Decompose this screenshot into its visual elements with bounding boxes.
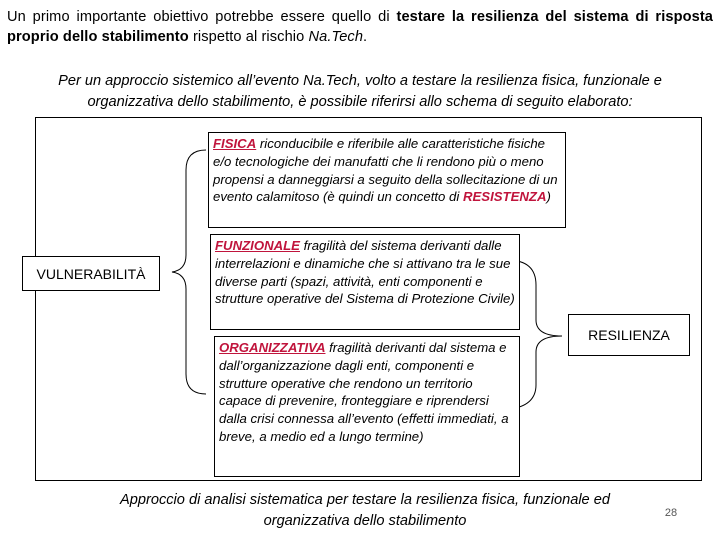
vulnerability-box: VULNERABILITÀ: [22, 256, 160, 291]
intro-text-end: .: [363, 29, 368, 45]
keyword-funzionale: FUNZIONALE: [215, 238, 300, 253]
intro-text-bold: testare la resilienza del sistema di risposta proprio dello stabilimento: [7, 9, 713, 45]
resilience-box: RESILIENZA: [568, 314, 690, 356]
keyword-organizzativa: ORGANIZZATIVA: [219, 340, 326, 355]
page-number: 28: [664, 507, 678, 519]
card-funzionale: [210, 234, 520, 330]
emphasis-resistenza: RESISTENZA: [462, 189, 547, 205]
text-funzionale: fragilità del sistema derivanti dalle interrelazioni e dinamiche che si attivano tra le sue diverse parti (spazi, attività, enti componenti e strutture operative del Sistema di Protezione Civile): [215, 238, 515, 307]
card-organizzativa: [214, 336, 520, 477]
intro-text-before: Un primo importante obiettivo potrebbe essere quello di: [7, 9, 397, 25]
intro-text-italic: Na.Tech: [308, 29, 364, 45]
lead-paragraph: Per un approccio sistemico all’evento Na.Tech, volto a testare la resilienza fisica, funzionale e organizzativa dello stabilimento, è possibile riferirsi allo schema di seguito elaborato:: [58, 73, 662, 110]
text-fisica: riconducibile e riferibile alle caratteristiche fisiche e/o tecnologiche dei manufatti che li rendono più o meno propensi a danneggiarsi a seguito della sollecitazione di un evento calamitoso (è quindi un concetto di: [213, 136, 558, 205]
text-organizzativa: fragilità derivanti dal sistema e dall’organizzazione dagli enti, componenti e strutture operative che rendono un territorio capace di prevenire, fronteggiare e riprendersi dalla crisi connessa all’evento (effetti immediati, a breve, a medio ed a lungo termine): [219, 340, 509, 444]
schema-caption: Approccio di analisi sistematica per testare la resilienza fisica, funzionale ed organizzativa dello stabilimento: [120, 492, 610, 529]
intro-paragraph: [7, 7, 713, 47]
intro-text-mid: rispetto al rischio: [188, 29, 309, 45]
card-fisica: [208, 132, 566, 228]
keyword-fisica: FISICA: [213, 136, 257, 151]
text-fisica-end: ): [546, 189, 551, 205]
